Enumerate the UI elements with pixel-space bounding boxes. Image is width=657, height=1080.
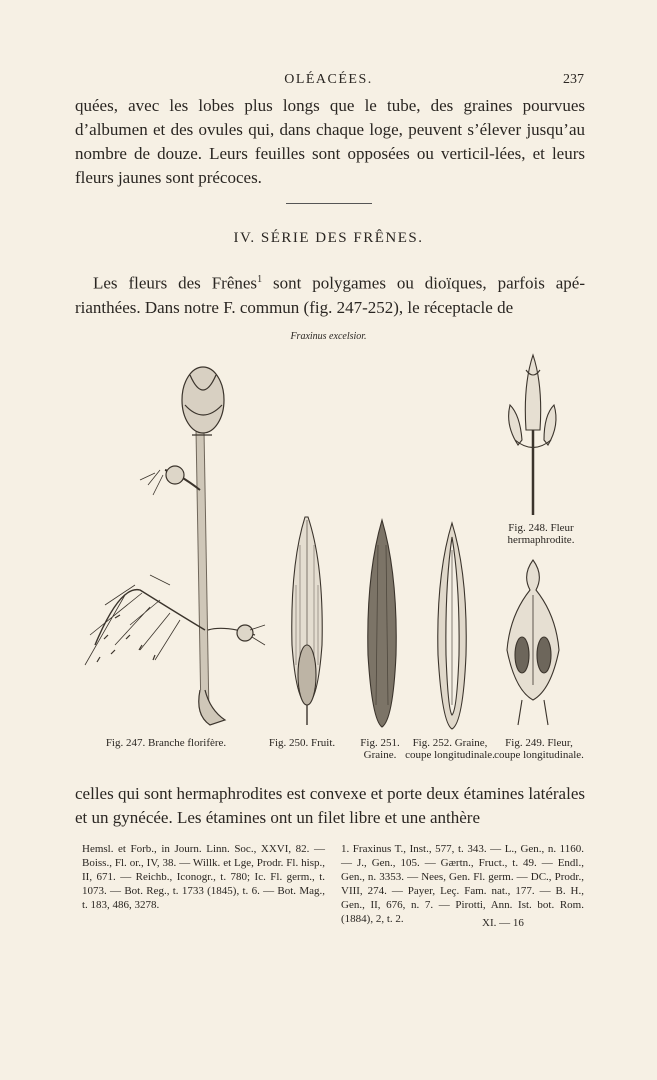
figure-heading: Fraxinus excelsior. <box>290 331 367 342</box>
footnote-right: 1. Fraxinus T., Inst., 577, t. 343. — L., Gen., n. 1160. — J., Gen., 105. — Gærtn., Fruct., t. 49. — Endl., Gen., n. 3353. — Nees, Gen. Fl. germ. — DC., Prodr., VIII, 274. — Payer, Leç. Fam. nat., 177. — B. H., Gen., II, 676, n. 7. — Pirotti, Ann. Ist. bot. Rom. (1884), 2, t. 2. <box>341 843 584 925</box>
page-number: 237 <box>563 72 584 87</box>
caption-fig-249: Fig. 249. Fleur, coupe longitudinale. <box>494 737 584 761</box>
samara-drawing <box>292 517 322 725</box>
paragraph-2-rest: sont polygames ou dioïques, parfois apé-rianthées. Dans notre F. commun (fig. 247-252), le réceptacle de <box>75 273 585 317</box>
caption-fig-248: Fig. 248. Fleur hermaphrodite. <box>507 522 575 546</box>
paragraph-2 <box>75 268 585 320</box>
paragraph-1: quées, avec les lobes plus longs que le tube, des graines pourvues d’albumen et des ovules qui, dans chaque loge, peuvent s’élever jusqu’au nombre de douze. Leurs feuilles sont opposées ou verticil-lées, et leurs fleurs jaunes sont précoces. <box>75 96 585 187</box>
footnote-mark: 1 <box>257 274 263 285</box>
paragraph-2-start: Les fleurs des Frênes <box>93 273 258 293</box>
paragraph-3: celles qui sont hermaphrodites est convexe et porte deux étamines latérales et un gynécée. Les étamines ont un filet libre et une anthère <box>75 784 585 827</box>
seed-drawing <box>368 520 396 727</box>
signature-mark: XI. — 16 <box>482 917 524 929</box>
caption-fig-251: Fig. 251. Graine. <box>360 737 400 761</box>
section-title: IV. SÉRIE DES FRÊNES. <box>233 230 424 246</box>
footnote-left: Hemsl. et Forb., in Journ. Linn. Soc., XXVI, 82. — Boiss., Fl. or., IV, 38. — Willk. et Lge, Prodr. Fl. hisp., II, 671. — Reichb., Iconogr., t. 780; Ic. Fl. germ., t. 1073. — Bot. Reg., t. 1733 (1845), t. 6. — Bot. Mag., t. 183, 486, 3278. <box>82 843 325 911</box>
caption-fig-252: Fig. 252. Graine, coupe longitudinale. <box>405 737 495 761</box>
section-divider <box>286 203 372 204</box>
flower-section-drawing <box>507 560 559 725</box>
caption-fig-250: Fig. 250. Fruit. <box>268 737 336 749</box>
flower-drawing <box>509 355 556 515</box>
branch-drawing <box>85 367 265 725</box>
seed-section-drawing <box>438 523 466 729</box>
caption-fig-247: Fig. 247. Branche florifère. <box>105 737 227 749</box>
running-head: OLÉACÉES. <box>284 72 373 87</box>
